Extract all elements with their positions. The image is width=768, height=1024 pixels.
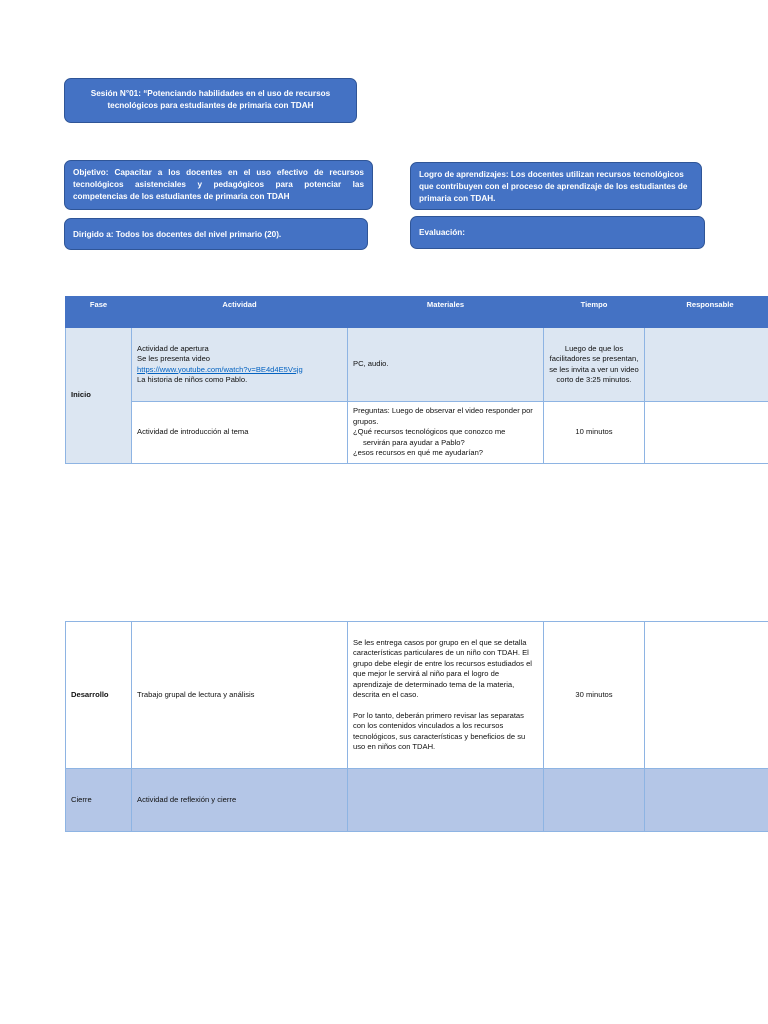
cell-materiales <box>348 622 544 769</box>
phase-inicio: Inicio <box>66 328 132 464</box>
table-row-inicio-2 <box>66 402 768 464</box>
materials-paragraph: Por lo tanto, deberán primero revisar las separatas con los contenidos vinculados a los recursos tecnológicos, sus características y beneficios de su uso en niños con TDAH. <box>353 710 526 751</box>
table-row-cierre <box>66 769 768 832</box>
cell-actividad-introduccion: Actividad de introducción al tema <box>132 402 348 464</box>
paragraph-spacer <box>353 701 538 711</box>
objective-text: Objetivo: Capacitar a los docentes en el uso efectivo de recursos tecnológicos asistenciales y pedagógicos para potenciar las competencias de los estudiantes de primaria con TDAH <box>73 168 364 201</box>
materials-line: ¿esos recursos en qué me ayudarían? <box>353 448 484 458</box>
audience-box <box>64 218 368 250</box>
activity-line: Se les presenta video <box>137 354 211 363</box>
cell-tiempo <box>544 769 645 832</box>
materials-line: Preguntas: Luego de observar el video responder por grupos. <box>353 406 533 426</box>
header-responsable: Responsable <box>645 297 768 328</box>
phase-cierre: Cierre <box>66 769 132 832</box>
cell-materiales: PC, audio. <box>348 328 544 402</box>
cell-responsable <box>645 769 768 832</box>
cell-actividad-apertura <box>132 328 348 402</box>
session-title-box <box>64 78 357 123</box>
activity-title: Actividad de apertura <box>137 343 209 353</box>
phase-desarrollo: Desarrollo <box>66 622 132 769</box>
cell-actividad: Trabajo grupal de lectura y análisis <box>132 622 348 769</box>
cell-tiempo: 10 minutos <box>544 402 645 464</box>
video-link[interactable]: https://www.youtube.com/watch?v=BE4d4E5Vsjg <box>137 364 303 374</box>
materials-line: servirán para ayudar a Pablo? <box>363 437 465 447</box>
header-actividad: Actividad <box>132 297 348 328</box>
cell-materiales-preguntas <box>348 402 544 464</box>
activity-line: La historia de niños como Pablo. <box>137 375 248 384</box>
evaluation-box <box>410 216 705 249</box>
session-plan-table-continued <box>65 621 768 832</box>
cell-responsable <box>645 402 768 464</box>
cell-tiempo: Luego de que los facilitadores se presentan, se les invita a ver un video corto de 3:25 minutos. <box>544 328 645 402</box>
materials-line: ¿Qué recursos tecnológicos que conozco me <box>353 427 506 437</box>
materials-paragraph: Se les entrega casos por grupo en el que se detalla características particulares de un niño con TDAH. El grupo debe elegir de entre los recursos estudiados el que mejor le servirá al niño para el logro de aprendizaje de determinado tema de la materia, descrita en el caso. <box>353 637 532 699</box>
cell-actividad: Actividad de reflexión y cierre <box>132 769 348 832</box>
audience-text: Dirigido a: Todos los docentes del nivel primario (20). <box>73 230 282 239</box>
header-materiales: Materiales <box>348 297 544 328</box>
session-plan-table <box>65 296 768 464</box>
table-row-desarrollo <box>66 622 768 769</box>
cell-responsable <box>645 622 768 769</box>
evaluation-text: Evaluación: <box>419 228 465 237</box>
cell-responsable <box>645 328 768 402</box>
table-row-inicio-1 <box>66 328 768 402</box>
cell-tiempo: 30 minutos <box>544 622 645 769</box>
objective-box <box>64 160 373 210</box>
learning-goal-box <box>410 162 702 210</box>
table-header-row <box>66 297 768 328</box>
cell-materiales <box>348 769 544 832</box>
header-fase: Fase <box>66 297 132 328</box>
learning-goal-text: Logro de aprendizajes: Los docentes utilizan recursos tecnológicos que contribuyen con el proceso de aprendizaje de los estudiantes de primaria con TDAH. <box>419 170 688 203</box>
header-tiempo: Tiempo <box>544 297 645 328</box>
session-title: Sesión N°01: “Potenciando habilidades en el uso de recursos tecnológicos para estudiantes de primaria con TDAH <box>90 89 331 110</box>
